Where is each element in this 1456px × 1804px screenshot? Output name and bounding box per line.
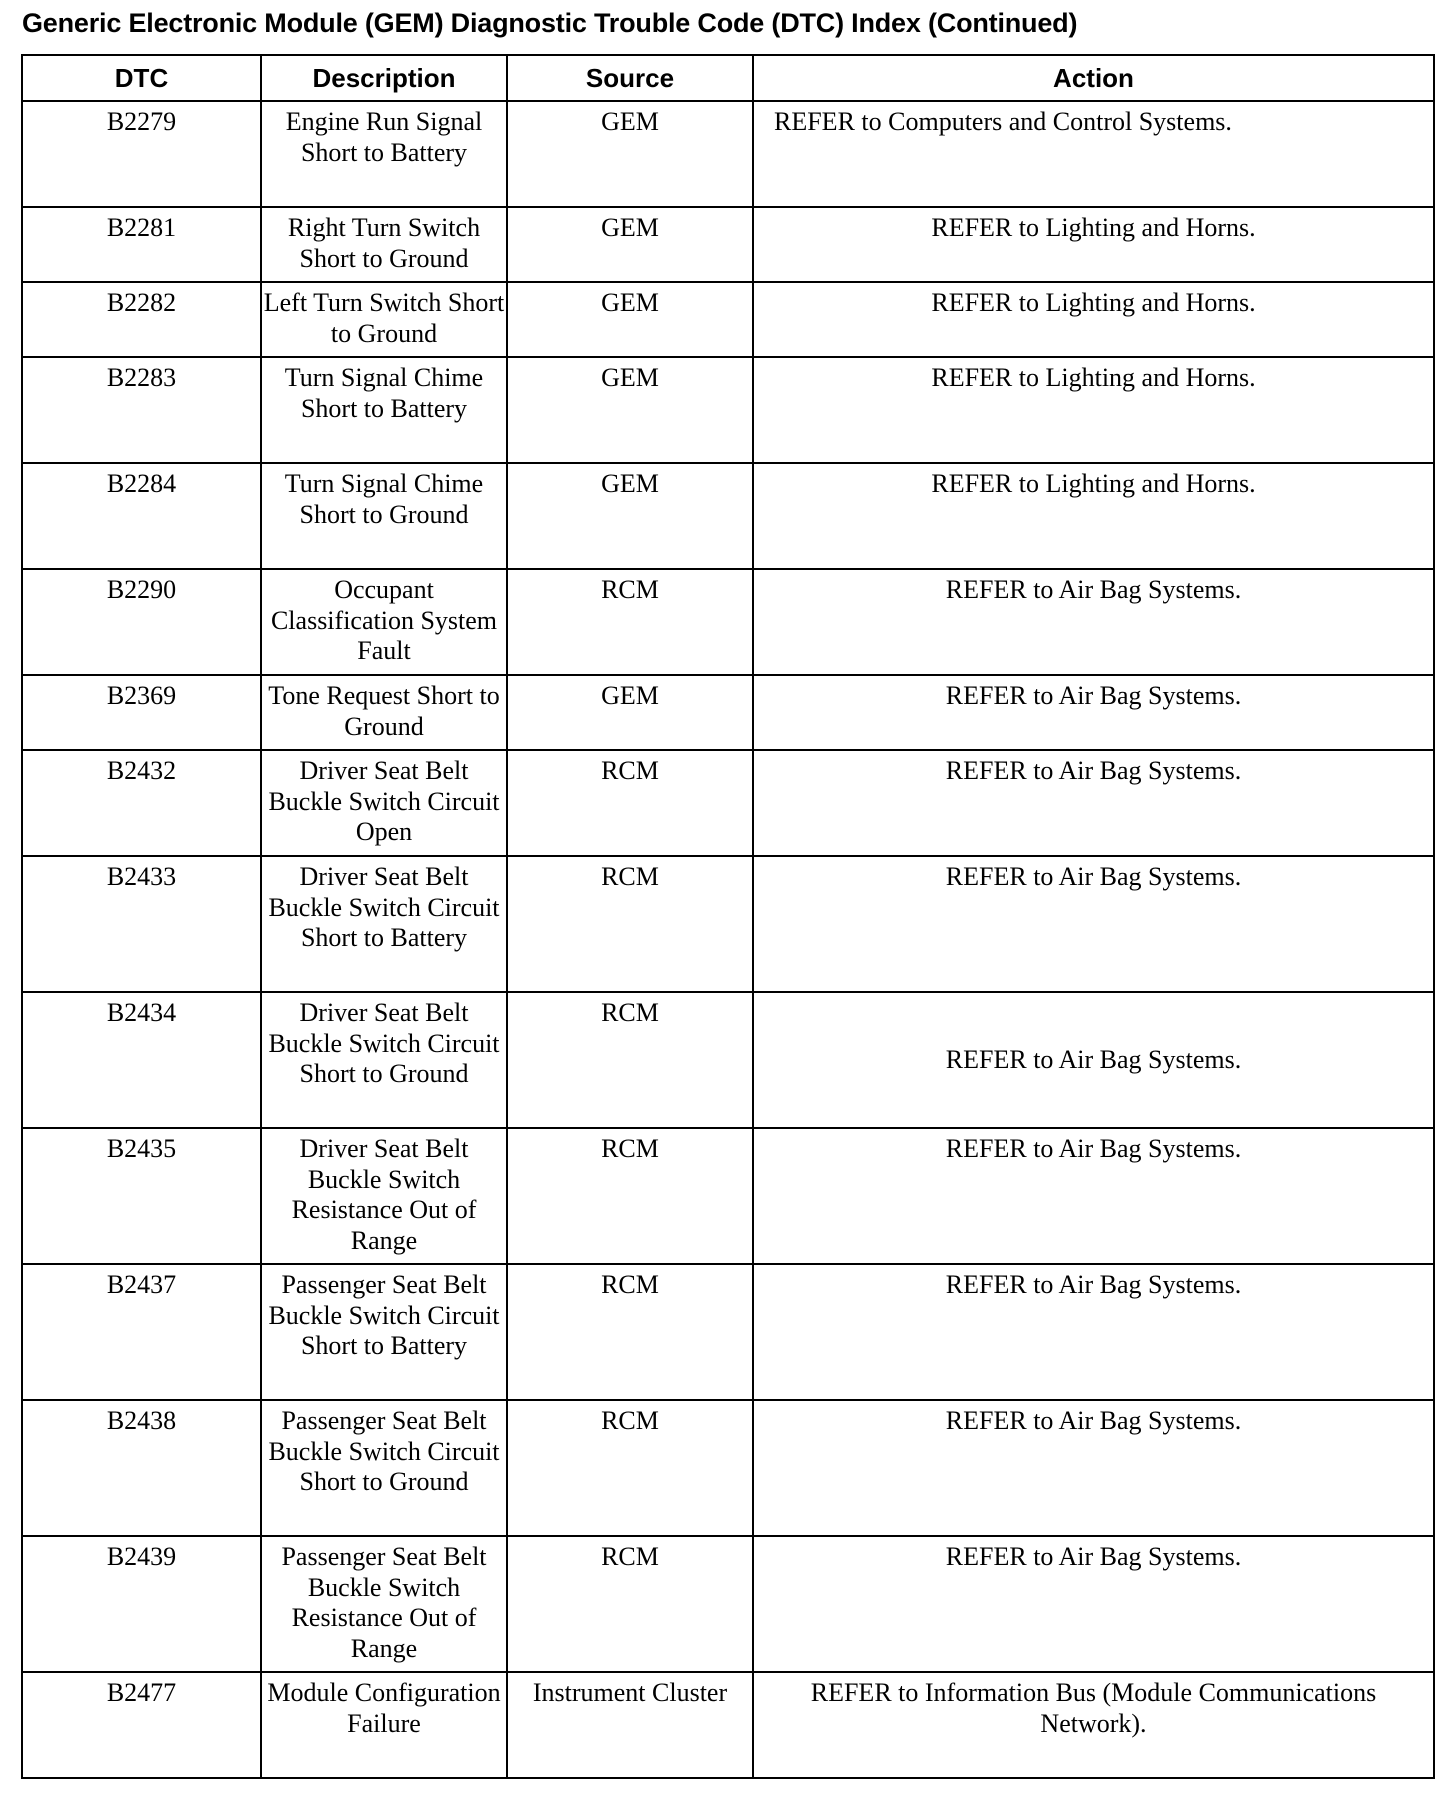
dtc-description: Driver Seat Belt Buckle Switch Circuit Short to Battery	[261, 856, 507, 992]
dtc-description: Tone Request Short to Ground	[261, 675, 507, 750]
dtc-description: Passenger Seat Belt Buckle Switch Circuit Short to Ground	[261, 1400, 507, 1536]
dtc-source: GEM	[507, 463, 753, 569]
dtc-description: Turn Signal Chime Short to Battery	[261, 357, 507, 463]
dtc-source: RCM	[507, 1128, 753, 1264]
dtc-action: REFER to Air Bag Systems.	[753, 1264, 1434, 1400]
dtc-code: B2282	[22, 282, 261, 357]
column-header-action: Action	[753, 55, 1434, 101]
dtc-code: B2439	[22, 1536, 261, 1672]
dtc-action: REFER to Lighting and Horns.	[753, 463, 1434, 569]
dtc-action: REFER to Lighting and Horns.	[753, 357, 1434, 463]
dtc-description: Left Turn Switch Short to Ground	[261, 282, 507, 357]
column-header-dtc: DTC	[22, 55, 261, 101]
dtc-code: B2438	[22, 1400, 261, 1536]
table-row	[22, 357, 1434, 463]
dtc-code: B2432	[22, 750, 261, 856]
dtc-action: REFER to Computers and Control Systems.	[753, 101, 1434, 207]
dtc-source: RCM	[507, 1264, 753, 1400]
table-row	[22, 463, 1434, 569]
dtc-code: B2279	[22, 101, 261, 207]
table-header-row	[22, 55, 1434, 101]
dtc-action: REFER to Lighting and Horns.	[753, 282, 1434, 357]
dtc-source: Instrument Cluster	[507, 1672, 753, 1778]
dtc-action: REFER to Air Bag Systems.	[753, 569, 1434, 675]
table-row	[22, 101, 1434, 207]
dtc-description: Right Turn Switch Short to Ground	[261, 207, 507, 282]
dtc-description: Passenger Seat Belt Buckle Switch Circuit Short to Battery	[261, 1264, 507, 1400]
dtc-description: Passenger Seat Belt Buckle Switch Resistance Out of Range	[261, 1536, 507, 1672]
dtc-description: Driver Seat Belt Buckle Switch Circuit Open	[261, 750, 507, 856]
dtc-source: RCM	[507, 856, 753, 992]
dtc-code: B2433	[22, 856, 261, 992]
dtc-code: B2281	[22, 207, 261, 282]
table-row	[22, 992, 1434, 1128]
dtc-action: REFER to Information Bus (Module Communications Network).	[753, 1672, 1434, 1778]
dtc-source: GEM	[507, 675, 753, 750]
table-row	[22, 1536, 1434, 1672]
dtc-action: REFER to Air Bag Systems.	[753, 1128, 1434, 1264]
dtc-description: Engine Run Signal Short to Battery	[261, 101, 507, 207]
dtc-description: Module Configuration Failure	[261, 1672, 507, 1778]
dtc-action: REFER to Air Bag Systems.	[753, 856, 1434, 992]
dtc-code: B2437	[22, 1264, 261, 1400]
dtc-source: GEM	[507, 282, 753, 357]
table-row	[22, 207, 1434, 282]
table-row	[22, 1400, 1434, 1536]
dtc-source: RCM	[507, 569, 753, 675]
dtc-code: B2290	[22, 569, 261, 675]
dtc-code: B2283	[22, 357, 261, 463]
dtc-code: B2477	[22, 1672, 261, 1778]
dtc-code: B2434	[22, 992, 261, 1128]
dtc-description: Occupant Classification System Fault	[261, 569, 507, 675]
page-title: Generic Electronic Module (GEM) Diagnostic Trouble Code (DTC) Index (Continued)	[22, 8, 1078, 38]
dtc-action: REFER to Air Bag Systems.	[753, 1536, 1434, 1672]
table-row	[22, 856, 1434, 992]
table-row	[22, 1264, 1434, 1400]
dtc-action: REFER to Lighting and Horns.	[753, 207, 1434, 282]
table-row	[22, 675, 1434, 750]
dtc-source: GEM	[507, 101, 753, 207]
dtc-source: RCM	[507, 1536, 753, 1672]
column-header-source: Source	[507, 55, 753, 101]
dtc-action: REFER to Air Bag Systems.	[753, 750, 1434, 856]
dtc-description: Turn Signal Chime Short to Ground	[261, 463, 507, 569]
dtc-action: REFER to Air Bag Systems.	[753, 675, 1434, 750]
dtc-source: RCM	[507, 992, 753, 1128]
dtc-source: RCM	[507, 750, 753, 856]
dtc-source: GEM	[507, 207, 753, 282]
table-row	[22, 569, 1434, 675]
dtc-source: GEM	[507, 357, 753, 463]
dtc-description: Driver Seat Belt Buckle Switch Resistance Out of Range	[261, 1128, 507, 1264]
table-row	[22, 750, 1434, 856]
dtc-action: REFER to Air Bag Systems.	[753, 992, 1434, 1128]
dtc-code: B2369	[22, 675, 261, 750]
table-row	[22, 1672, 1434, 1778]
dtc-code: B2284	[22, 463, 261, 569]
dtc-description: Driver Seat Belt Buckle Switch Circuit Short to Ground	[261, 992, 507, 1128]
dtc-source: RCM	[507, 1400, 753, 1536]
dtc-code: B2435	[22, 1128, 261, 1264]
table-row	[22, 282, 1434, 357]
dtc-action: REFER to Air Bag Systems.	[753, 1400, 1434, 1536]
dtc-index-table	[21, 54, 1435, 1779]
table-row	[22, 1128, 1434, 1264]
column-header-description: Description	[261, 55, 507, 101]
